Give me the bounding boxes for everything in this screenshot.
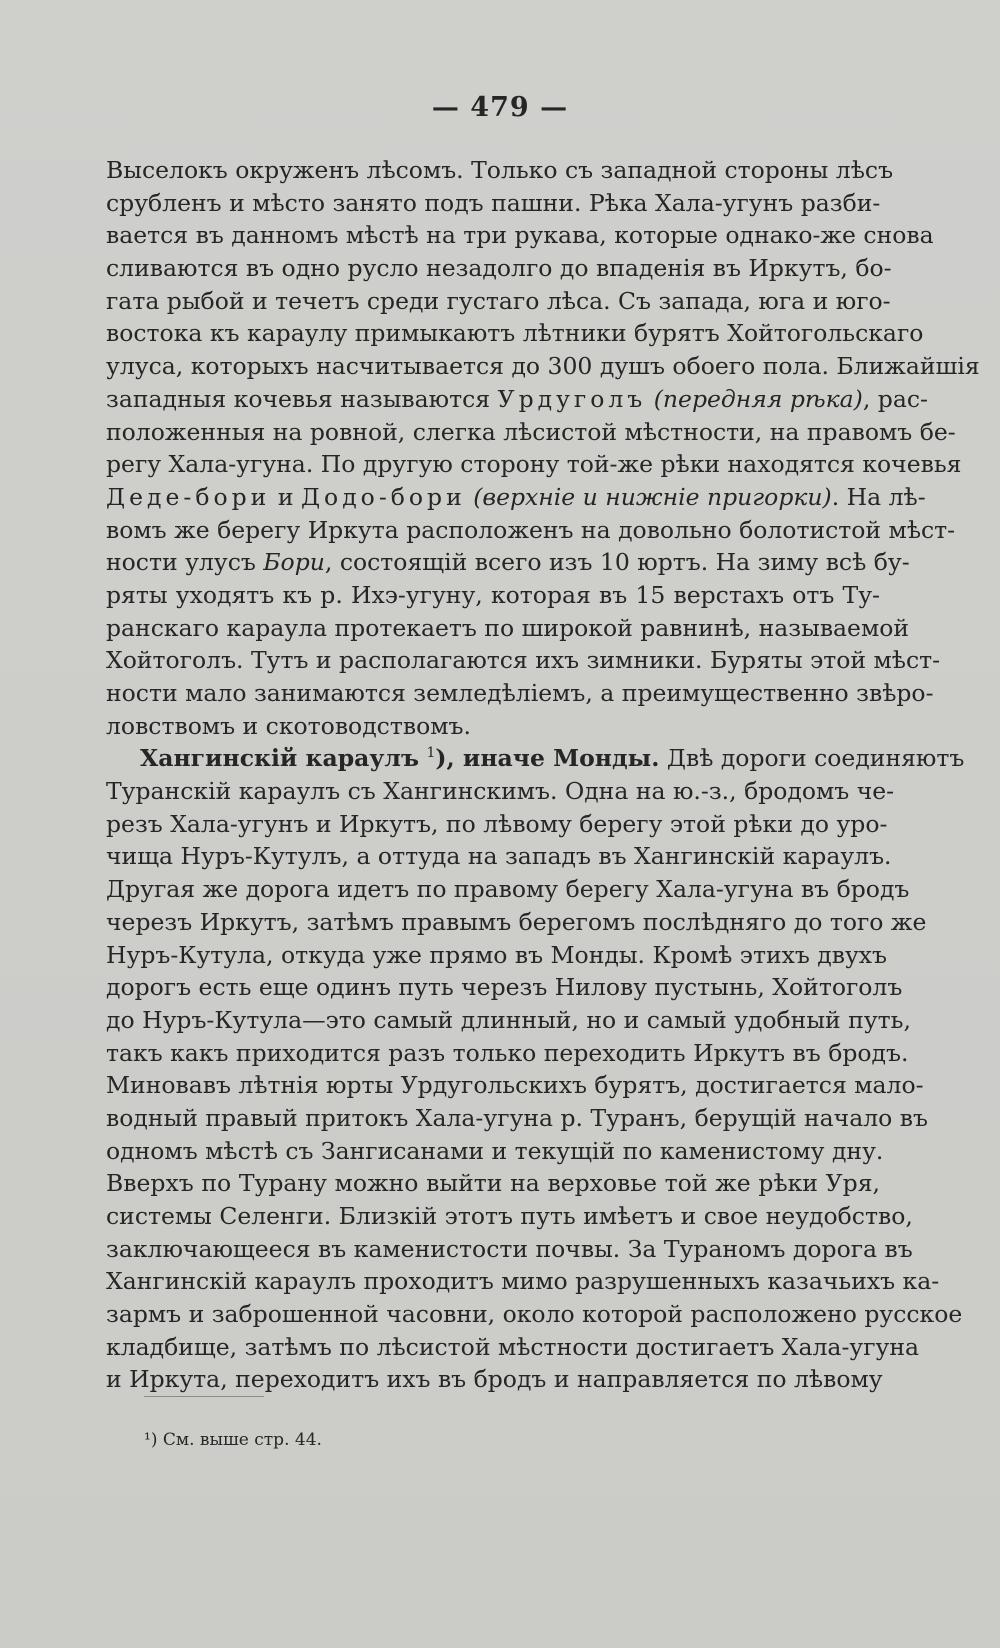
text-line: вомъ же берегу Иркута расположенъ на довольно болотистой мѣст- bbox=[106, 515, 956, 544]
text-line: Туранскій караулъ съ Хангинскимъ. Одна на ю.-з., бродомъ че- bbox=[106, 777, 895, 806]
text-line: зармъ и заброшенной часовни, около которой расположено русское bbox=[106, 1300, 963, 1329]
text-line: ловствомъ и скотоводствомъ. bbox=[106, 711, 471, 740]
text-line: резъ Хала-угунъ и Иркутъ, по лѣвому берегу этой рѣки до уро- bbox=[106, 809, 888, 838]
text-line: Хангинскій караулъ проходитъ мимо разрушенныхъ казачьихъ ка- bbox=[106, 1267, 940, 1296]
text-line: Миновавъ лѣтнія юрты Урдугольскихъ бурятъ, достигается мало- bbox=[106, 1071, 924, 1100]
line-text: , состоящій всего изъ 10 юртъ. На зиму всѣ бу- bbox=[324, 548, 910, 577]
footnote-divider bbox=[144, 1396, 264, 1397]
text-line: улуса, которыхъ насчитывается до 300 душъ обоего пола. Ближайшія bbox=[106, 352, 980, 381]
text-line: заключающееся въ каменистости почвы. За Тураномъ дорога въ bbox=[106, 1234, 913, 1263]
text-line: гата рыбой и течетъ среди густаго лѣса. Съ запада, юга и юго- bbox=[106, 286, 891, 315]
line-text: . На лѣ- bbox=[831, 482, 926, 511]
text-line: одномъ мѣстѣ съ Зангисанами и текущій по каменистому дну. bbox=[106, 1136, 884, 1165]
section-heading: Хангинскій караулъ bbox=[140, 744, 420, 773]
text-line: сливаются въ одно русло незадолго до впаденія въ Иркутъ, бо- bbox=[106, 254, 892, 283]
gloss: (верхніе и нижніе пригорки) bbox=[465, 482, 832, 511]
body-text bbox=[106, 154, 980, 1396]
text-line: ности мало занимаются земледѣліемъ, а преимущественно звѣро- bbox=[106, 679, 934, 707]
text-line: черезъ Иркутъ, затѣмъ правымъ берегомъ послѣдняго до того же bbox=[106, 907, 927, 936]
text-line: востока къ караулу примыкаютъ лѣтники бурятъ Хойтогольскаго bbox=[106, 319, 924, 348]
text-line: до Нуръ-Кутула—это самый длинный, но и самый удобный путь, bbox=[106, 1005, 911, 1034]
text-line: чища Нуръ-Кутулъ, а оттуда на западъ въ Хангинскій караулъ. bbox=[106, 842, 892, 871]
footnote-ref[interactable]: 1 bbox=[426, 745, 436, 762]
text-line: Другая же дорога идетъ по правому берегу Хала-угуна въ бродъ bbox=[106, 875, 910, 904]
text-line: водный правый притокъ Хала-угуна р. Туранъ, берущій начало въ bbox=[106, 1103, 928, 1132]
text-line: и Иркута, переходитъ ихъ въ бродъ и направляется по лѣвому bbox=[106, 1365, 883, 1394]
text-line: кладбище, затѣмъ по лѣсистой мѣстности достигаетъ Хала-угуна bbox=[106, 1332, 920, 1361]
line-text: , рас- bbox=[862, 384, 928, 413]
text-line bbox=[106, 481, 926, 514]
section-heading-alt: ), иначе Монды. bbox=[435, 744, 660, 773]
place-name: Деде-бори bbox=[106, 482, 271, 511]
text-line: Нуръ-Кутула, откуда уже прямо въ Монды. Кромѣ этихъ двухъ bbox=[106, 940, 888, 969]
footnote: ¹) См. выше стр. 44. bbox=[144, 1430, 322, 1450]
line-text: западныя кочевья называются bbox=[106, 384, 498, 413]
text-line: ранскаго караула протекаетъ по широкой равнинѣ, называемой bbox=[106, 613, 910, 642]
line-text: ности улусъ bbox=[106, 548, 264, 577]
text-line: Хойтоголъ. Тутъ и располагаются ихъ зимники. Буряты этой мѣст- bbox=[106, 646, 941, 675]
place-name: Додо-бори bbox=[300, 482, 466, 511]
text-line: дорогъ есть еще одинъ путь черезъ Нилову пустынь, Хойтоголъ bbox=[106, 973, 903, 1002]
text-line: положенныя на ровной, слегка лѣсистой мѣстности, на правомъ бе- bbox=[106, 417, 956, 446]
text-line bbox=[106, 546, 910, 579]
line-text: и bbox=[270, 482, 301, 511]
place-name: Бори bbox=[263, 548, 325, 577]
text-line bbox=[106, 383, 928, 416]
paragraph-opening-line bbox=[106, 742, 965, 775]
page-number: — 479 — bbox=[431, 92, 569, 123]
place-name: Урдуголъ bbox=[497, 384, 647, 413]
text-line: такъ какъ приходится разъ только переходить Иркутъ въ бродъ. bbox=[106, 1038, 909, 1067]
line-text: Двѣ дороги соединяютъ bbox=[659, 744, 965, 773]
text-line: срубленъ и мѣсто занято подъ пашни. Рѣка Хала-угунъ разби- bbox=[106, 188, 881, 217]
text-line: системы Селенги. Близкій этотъ путь имѣетъ и свое неудобство, bbox=[106, 1202, 913, 1230]
text-line: регу Хала-угуна. По другую сторону той-же рѣки находятся кочевья bbox=[106, 450, 962, 479]
text-line: Выселокъ окруженъ лѣсомъ. Только съ западной стороны лѣсъ bbox=[106, 156, 894, 184]
text-line: Вверхъ по Турану можно выйти на верховье той же рѣки Уря, bbox=[106, 1169, 880, 1198]
gloss: (передняя рѣка) bbox=[646, 384, 863, 413]
text-line: вается въ данномъ мѣстѣ на три рукава, которые однако-же снова bbox=[106, 221, 934, 250]
text-line: ряты уходятъ къ р. Ихэ-угуну, которая въ 15 верстахъ отъ Ту- bbox=[106, 580, 880, 609]
